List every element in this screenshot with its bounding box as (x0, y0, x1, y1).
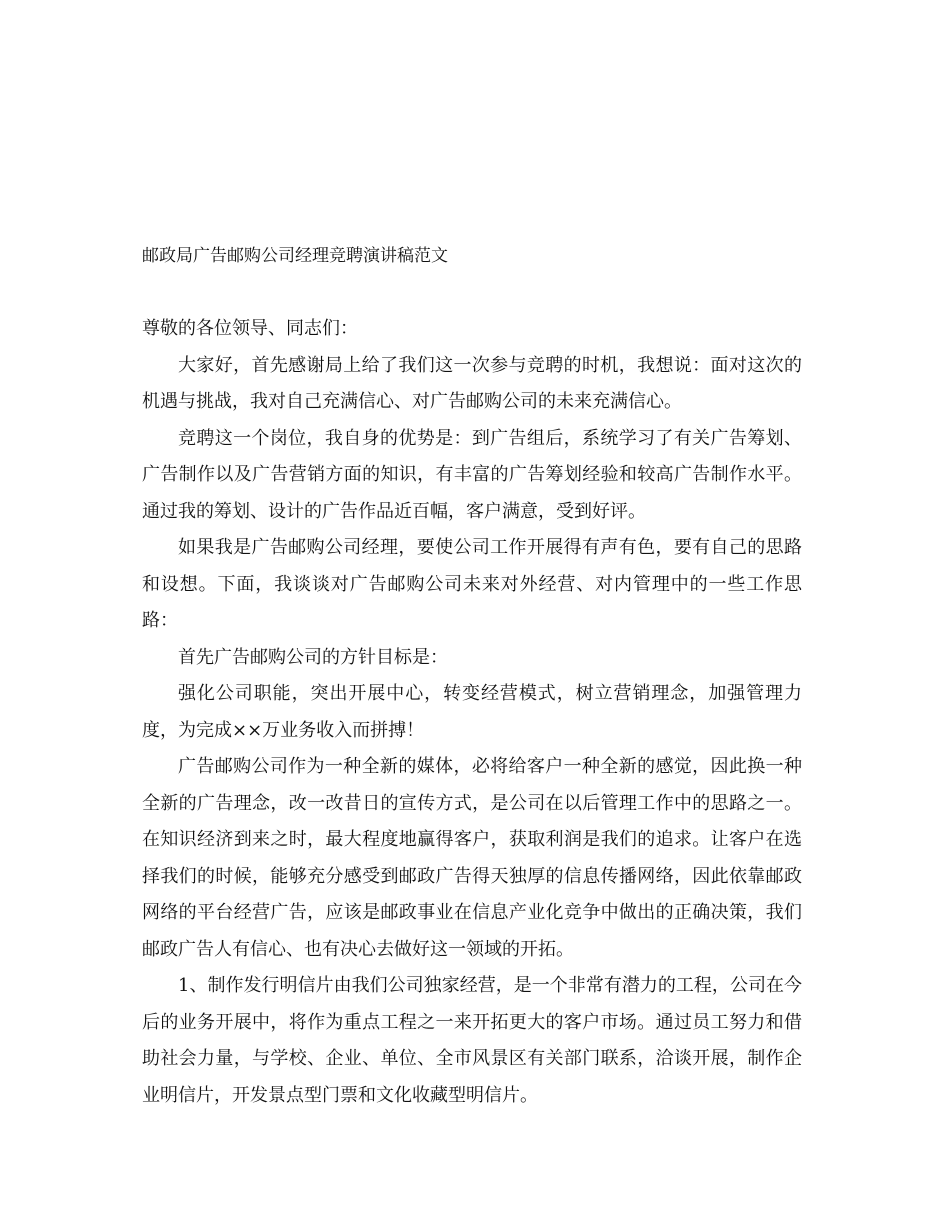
document-body (142, 311, 802, 1114)
paragraph-7: 1、制作发行明信片由我们公司独家经营，是一个非常有潜力的工程，公司在今后的业务开展中，将作为重点工程之一来开拓更大的客户市场。通过员工努力和借助社会力量，与学校、企业、单位、全市风景区有关部门联系，洽谈开展，制作企业明信片，开发景点型门票和文化收藏型明信片。 (142, 975, 802, 1106)
paragraph-5: 强化公司职能，突出开展中心，转变经营模式，树立营销理念，加强管理力度，为完成××万业务收入而拼搏！ (142, 683, 802, 741)
document-title: 邮政局广告邮购公司经理竞聘演讲稿范文 (142, 246, 448, 266)
paragraph-3: 如果我是广告邮购公司经理，要使公司工作开展得有声有色，要有自己的思路和设想。下面，我谈谈对广告邮购公司未来对外经营、对内管理中的一些工作思路： (142, 537, 802, 631)
salutation: 尊敬的各位领导、同志们： (142, 318, 358, 339)
paragraph-6: 广告邮购公司作为一种全新的媒体，必将给客户一种全新的感觉，因此换一种全新的广告理念，改一改昔日的宣传方式，是公司在以后管理工作中的思路之一。在知识经济到来之时，最大程度地赢得客户，获取利润是我们的追求。让客户在选择我们的时候，能够充分感受到邮政广告得天独厚的信息传播网络，因此依靠邮政网络的平台经营广告，应该是邮政事业在信息产业化竞争中做出的正确决策，我们邮政广告人有信心、也有决心去做好这一领域的开拓。 (142, 756, 802, 960)
paragraph-1: 大家好，首先感谢局上给了我们这一次参与竞聘的时机，我想说：面对这次的机遇与挑战，我对自己充满信心、对广告邮购公司的未来充满信心。 (142, 354, 802, 412)
paragraph-2: 竞聘这一个岗位，我自身的优势是：到广告组后，系统学习了有关广告筹划、广告制作以及广告营销方面的知识，有丰富的广告筹划经验和较高广告制作水平。通过我的筹划、设计的广告作品近百幅，客户满意，受到好评。 (142, 427, 802, 522)
paragraph-4: 首先广告邮购公司的方针目标是： (178, 646, 448, 668)
